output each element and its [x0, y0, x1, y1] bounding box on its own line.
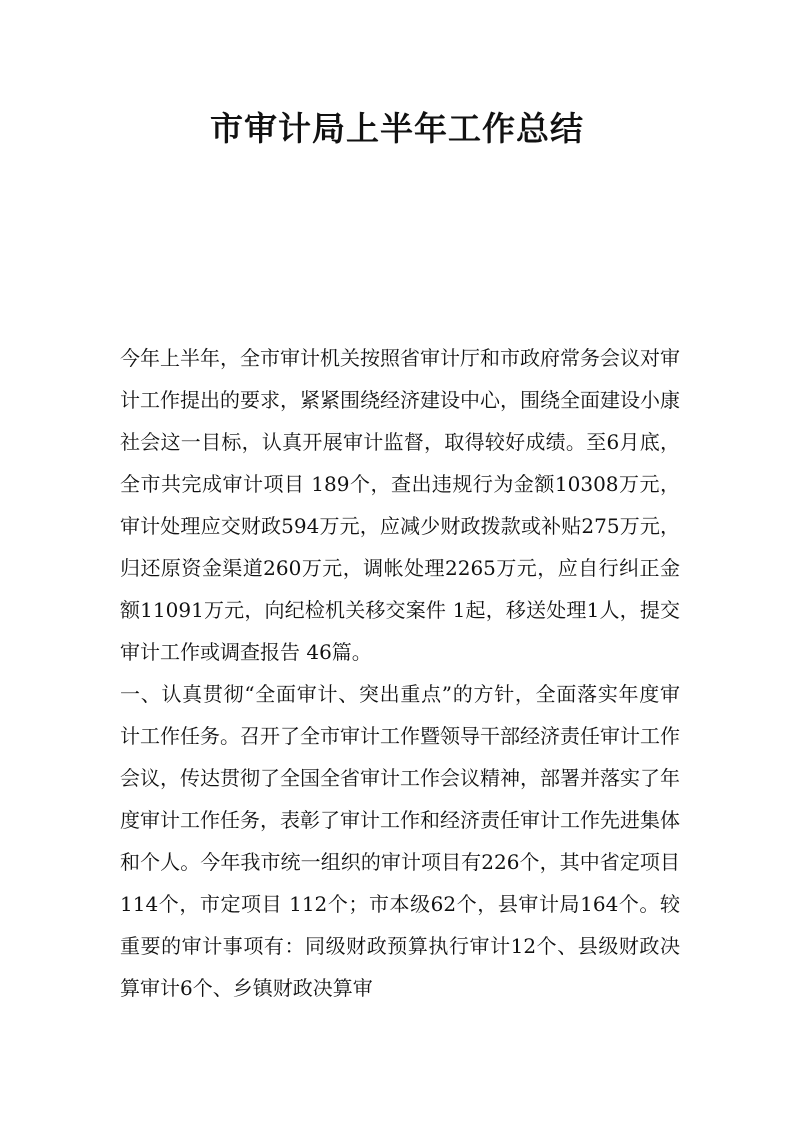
- document-body: [120, 337, 680, 1009]
- paragraph-intro: 今年上半年，全市审计机关按照省审计厅和市政府常务会议对审计工作提出的要求，紧紧围绕经济建设中心，围绕全面建设小康社会这一目标，认真开展审计监督，取得较好成绩。至6月底，全市共完成审计项目 189个，查出违规行为金额10308万元，审计处理应交财政594万元，应减少财政拨款或补贴275万元，归还原资金渠道260万元，调帐处理2265万元，应自行纠正金额11091万元，向纪检机关移交案件 1起，移送处理1人，提交审计工作或调查报告 46篇。: [120, 346, 680, 664]
- paragraph-section-one: 一、认真贯彻“全面审计、突出重点”的方针，全面落实年度审计工作任务。召开了全市审计工作暨领导干部经济责任审计工作会议，传达贯彻了全国全省审计工作会议精神，部署并落实了年度审计工作任务，表彰了审计工作和经济责任审计工作先进集体和个人。今年我市统一组织的审计项目有226个，其中省定项目 114个，市定项目 112个；市本级62个，县审计局164个。较重要的审计事项有：同级财政预算执行审计12个、县级财政决算审计6个、乡镇财政决算审: [120, 682, 680, 1000]
- document-title: 市审计局上半年工作总结: [210, 109, 584, 148]
